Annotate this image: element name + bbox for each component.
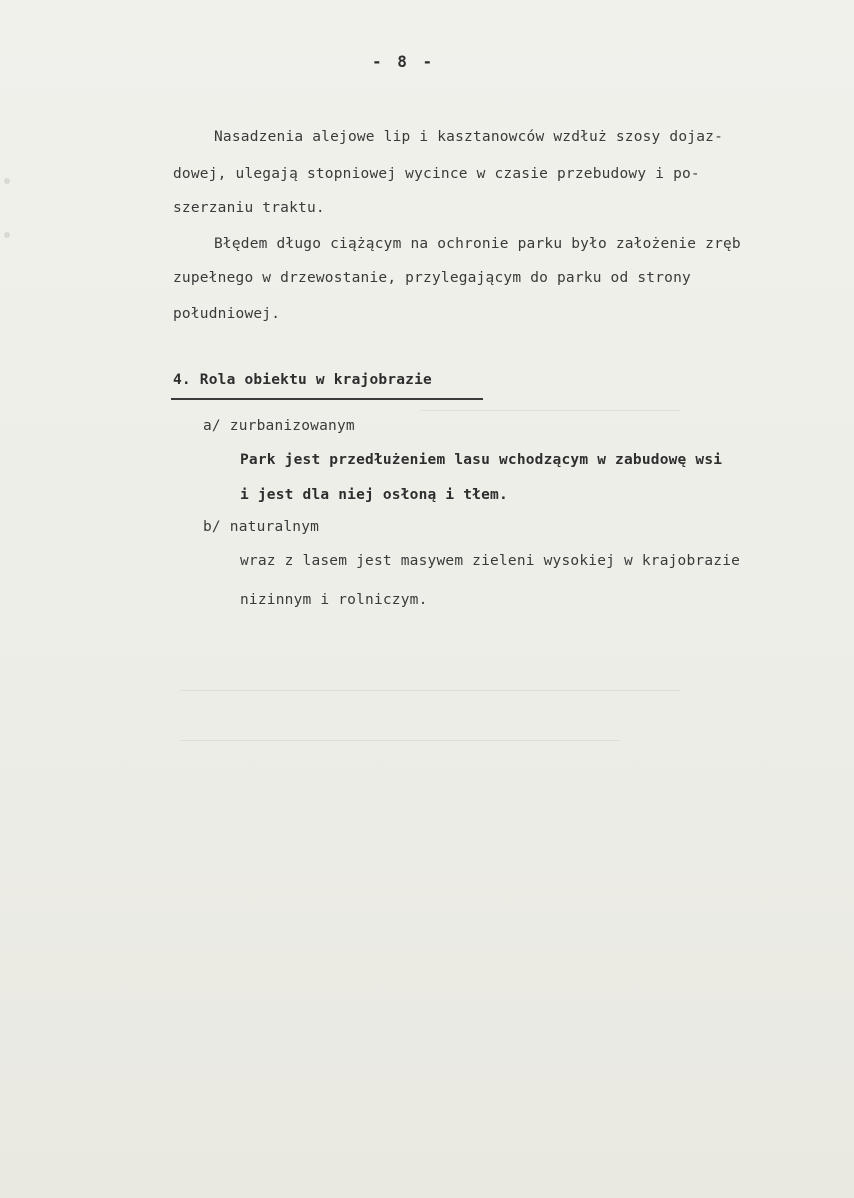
paragraph-2-line-1: Błędem długo ciążącym na ochronie parku było założenie zręb — [214, 236, 741, 252]
punch-hole-mark — [4, 232, 10, 238]
punch-hole-mark — [4, 178, 10, 184]
paragraph-1-line-3: szerzaniu traktu. — [173, 200, 325, 216]
show-through-trace — [420, 410, 680, 411]
page-number: - 8 - — [372, 52, 436, 71]
subsection-b-line-1: wraz z lasem jest masywem zieleni wysokiej w krajobrazie — [240, 553, 741, 569]
paragraph-2-line-3: południowej. — [173, 306, 281, 322]
subsection-a-line-1: Park jest przedłużeniem lasu wchodzącym w zabudowę wsi — [240, 452, 723, 468]
paragraph-1-line-2: dowej, ulegają stopniowej wycince w czasie przebudowy i po- — [173, 166, 700, 182]
section-heading: 4. Rola obiektu w krajobrazie — [173, 372, 432, 388]
subsection-b-label: b/ naturalnym — [203, 519, 320, 535]
heading-underline — [171, 398, 483, 400]
subsection-a-label: a/ zurbanizowanym — [203, 418, 355, 434]
subsection-b-line-2: nizinnym i rolniczym. — [240, 592, 428, 608]
show-through-trace — [180, 740, 620, 741]
subsection-a-line-2: i jest dla niej osłoną i tłem. — [240, 487, 508, 503]
paragraph-2-line-2: zupełnego w drzewostanie, przylegającym do parku od strony — [173, 270, 691, 286]
paragraph-1-line-1: Nasadzenia alejowe lip i kasztanowców wzdłuż szosy dojaz- — [214, 129, 723, 145]
show-through-trace — [180, 690, 680, 691]
